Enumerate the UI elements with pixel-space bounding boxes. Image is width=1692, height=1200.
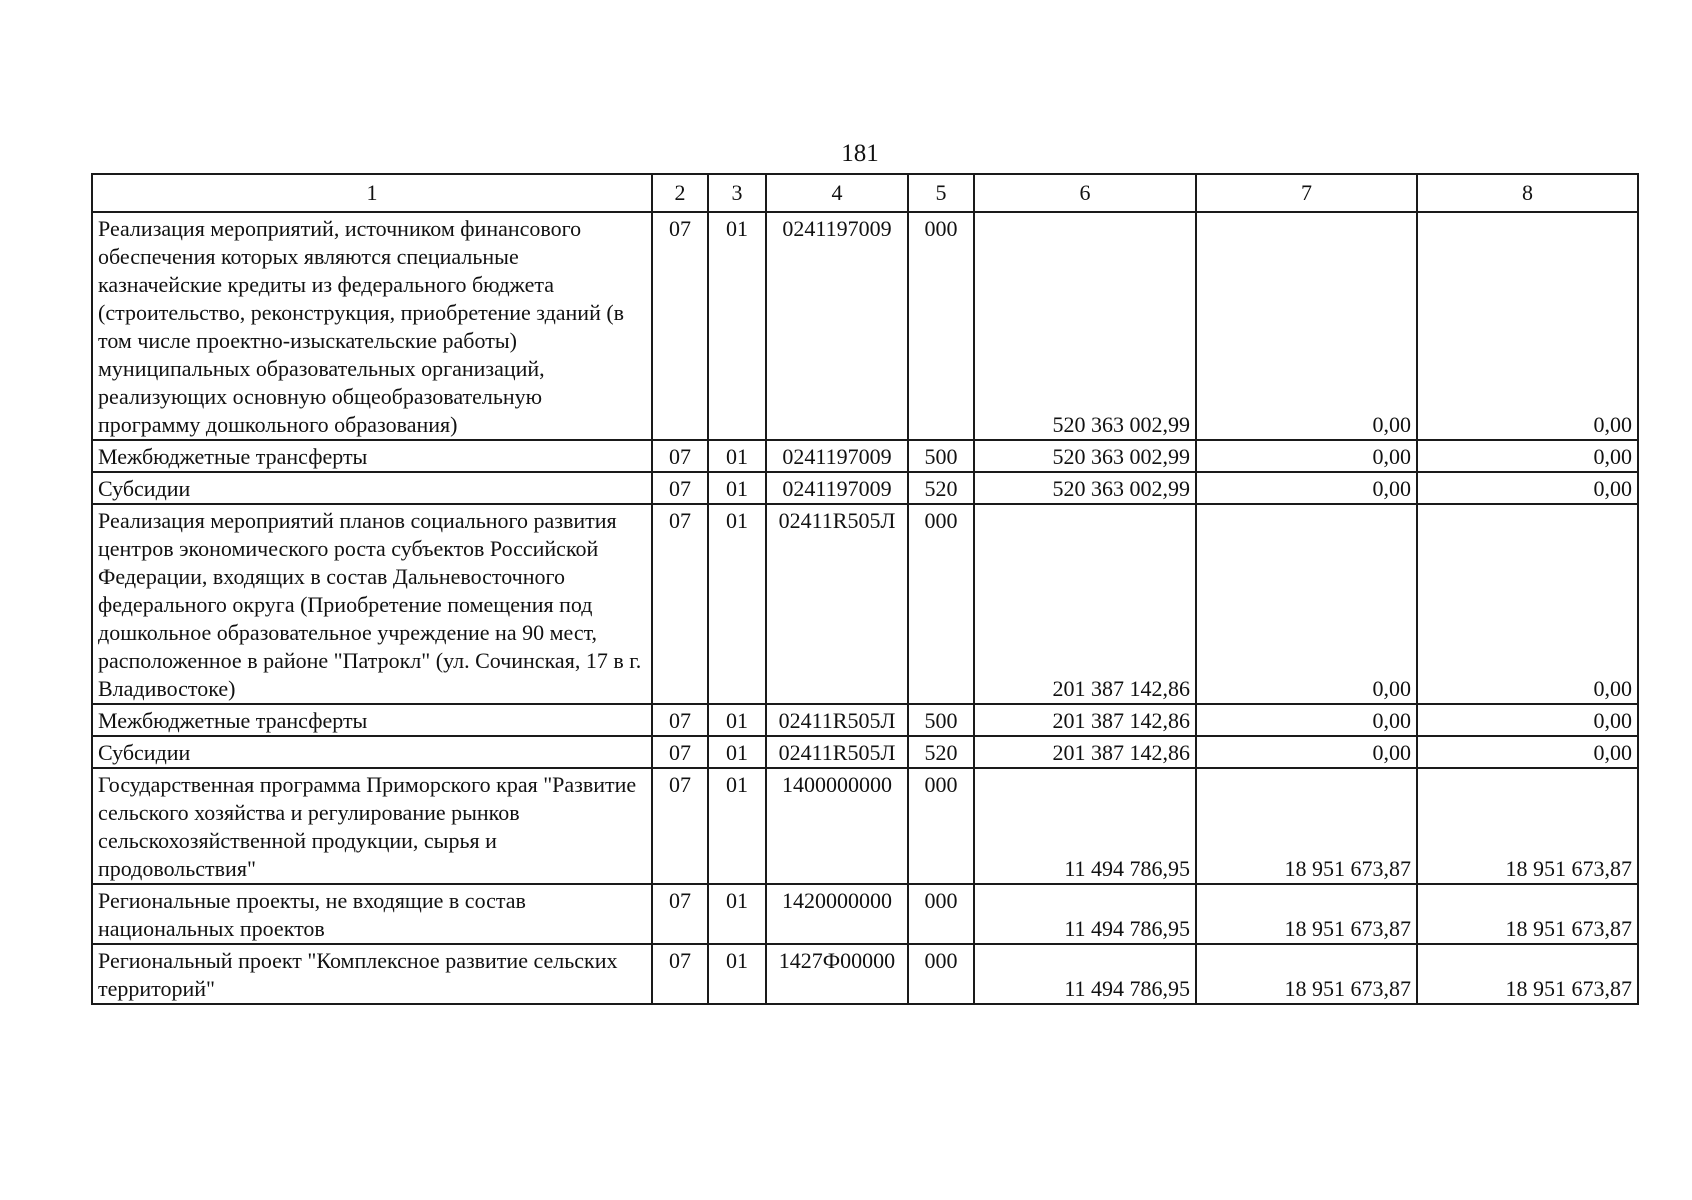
row-name: Субсидии [92,472,652,504]
column-header: 7 [1196,174,1417,212]
expense-type-code: 000 [908,944,974,1004]
column-header: 8 [1417,174,1638,212]
expense-type-code: 520 [908,736,974,768]
table-row [92,944,1638,1004]
column-header: 5 [908,174,974,212]
target-article-code: 0241197009 [766,472,908,504]
column-header: 4 [766,174,908,212]
amount-col-8: 18 951 673,87 [1417,768,1638,884]
amount-col-7: 0,00 [1196,212,1417,440]
row-name: Реализация мероприятий планов социального развития центров экономического роста субъектов Российской Федерации, входящих в состав Дальневосточного федерального округа (Приобретение помещения под дошкольное образовательное учреждение на 90 мест, расположенное в районе "Патрокл" (ул. Сочинская, 17 в г. Владивостоке) [92,504,652,704]
subsection-code: 01 [708,504,766,704]
expense-type-code: 000 [908,884,974,944]
section-code: 07 [652,768,708,884]
amount-col-6: 520 363 002,99 [974,212,1196,440]
amount-col-6: 11 494 786,95 [974,884,1196,944]
column-header: 1 [92,174,652,212]
table-row [92,736,1638,768]
row-name: Региональные проекты, не входящие в состав национальных проектов [92,884,652,944]
amount-col-7: 0,00 [1196,440,1417,472]
section-code: 07 [652,504,708,704]
section-code: 07 [652,704,708,736]
table-row [92,884,1638,944]
amount-col-6: 11 494 786,95 [974,944,1196,1004]
expense-type-code: 520 [908,472,974,504]
expense-type-code: 000 [908,504,974,704]
table-row [92,472,1638,504]
table-row [92,440,1638,472]
amount-col-7: 0,00 [1196,736,1417,768]
amount-col-6: 520 363 002,99 [974,472,1196,504]
target-article-code: 1427Ф00000 [766,944,908,1004]
subsection-code: 01 [708,768,766,884]
amount-col-7: 0,00 [1196,504,1417,704]
column-header: 6 [974,174,1196,212]
section-code: 07 [652,440,708,472]
subsection-code: 01 [708,704,766,736]
row-name: Региональный проект "Комплексное развитие сельских территорий" [92,944,652,1004]
row-name: Субсидии [92,736,652,768]
target-article-code: 0241197009 [766,212,908,440]
amount-col-8: 0,00 [1417,736,1638,768]
target-article-code: 0241197009 [766,440,908,472]
row-name: Межбюджетные трансферты [92,704,652,736]
amount-col-7: 18 951 673,87 [1196,944,1417,1004]
amount-col-7: 0,00 [1196,472,1417,504]
budget-table [91,173,1639,1005]
amount-col-6: 201 387 142,86 [974,504,1196,704]
subsection-code: 01 [708,212,766,440]
table-row [92,704,1638,736]
expense-type-code: 500 [908,440,974,472]
section-code: 07 [652,212,708,440]
amount-col-7: 18 951 673,87 [1196,768,1417,884]
table-row [92,504,1638,704]
amount-col-6: 201 387 142,86 [974,736,1196,768]
amount-col-8: 0,00 [1417,440,1638,472]
amount-col-6: 520 363 002,99 [974,440,1196,472]
table-row [92,212,1638,440]
subsection-code: 01 [708,884,766,944]
subsection-code: 01 [708,472,766,504]
amount-col-8: 0,00 [1417,212,1638,440]
target-article-code: 02411R505Л [766,504,908,704]
expense-type-code: 500 [908,704,974,736]
amount-col-8: 18 951 673,87 [1417,884,1638,944]
amount-col-8: 18 951 673,87 [1417,944,1638,1004]
row-name: Реализация мероприятий, источником финансового обеспечения которых являются специальные казначейские кредиты из федерального бюджета (строительство, реконструкция, приобретение зданий (в том числе проектно-изыскательские работы) муниципальных образовательных организаций, реализующих основную общеобразовательную программу дошкольного образования) [92,212,652,440]
section-code: 07 [652,472,708,504]
amount-col-7: 0,00 [1196,704,1417,736]
target-article-code: 02411R505Л [766,704,908,736]
amount-col-6: 11 494 786,95 [974,768,1196,884]
amount-col-8: 0,00 [1417,504,1638,704]
target-article-code: 1400000000 [766,768,908,884]
expense-type-code: 000 [908,212,974,440]
subsection-code: 01 [708,736,766,768]
target-article-code: 02411R505Л [766,736,908,768]
subsection-code: 01 [708,440,766,472]
amount-col-8: 0,00 [1417,704,1638,736]
section-code: 07 [652,884,708,944]
amount-col-6: 201 387 142,86 [974,704,1196,736]
table-row [92,768,1638,884]
amount-col-8: 0,00 [1417,472,1638,504]
expense-type-code: 000 [908,768,974,884]
column-header: 2 [652,174,708,212]
table-header-row [92,174,1638,212]
target-article-code: 1420000000 [766,884,908,944]
section-code: 07 [652,736,708,768]
page-number: 181 [841,140,879,167]
column-header: 3 [708,174,766,212]
section-code: 07 [652,944,708,1004]
amount-col-7: 18 951 673,87 [1196,884,1417,944]
subsection-code: 01 [708,944,766,1004]
row-name: Государственная программа Приморского края "Развитие сельского хозяйства и регулирование рынков сельскохозяйственной продукции, сырья и продовольствия" [92,768,652,884]
row-name: Межбюджетные трансферты [92,440,652,472]
